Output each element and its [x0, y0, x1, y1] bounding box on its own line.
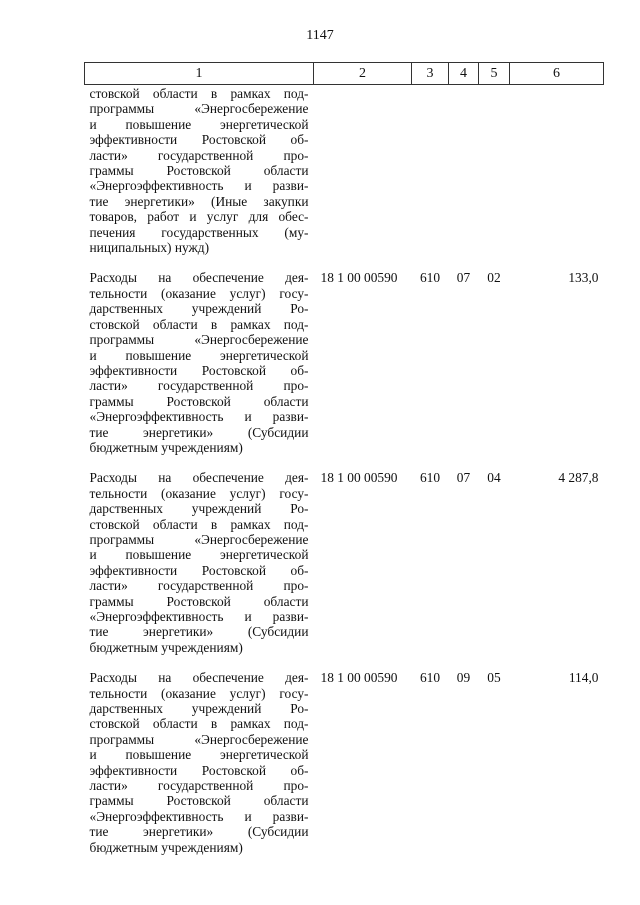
target-article-code	[314, 85, 412, 268]
description-line: ниципальных) нужд)	[89, 240, 210, 256]
description-line: «Энергоэффективность и разви-	[89, 409, 309, 425]
description-line: тельности (оказание услуг) госу-	[89, 485, 309, 501]
description-line: ласти» государственной про-	[89, 578, 309, 594]
description-line: и повышение энергетической	[89, 747, 309, 763]
description-line: ласти» государственной про-	[89, 778, 309, 794]
description-line: программы «Энергосбережение	[89, 731, 309, 747]
description-line: эффективности Ростовской об-	[89, 562, 309, 578]
description-line: граммы Ростовской области	[89, 393, 309, 409]
description-line: «Энергоэффективность и разви-	[89, 178, 309, 194]
description-line: печения государственных (му-	[89, 224, 309, 240]
description-line: программы «Энергосбережение	[89, 531, 309, 547]
header-col-1: 1	[85, 63, 314, 85]
description-line: стовской области в рамках под-	[89, 86, 309, 101]
description-line: стовской области в рамках под-	[89, 716, 309, 732]
description-line: тие энергетики» (Субсидии	[89, 824, 309, 840]
table-row	[85, 467, 604, 667]
header-col-4: 4	[449, 63, 479, 85]
description-line: граммы Ростовской области	[89, 593, 309, 609]
description-line: бюджетным учреждениям)	[89, 639, 243, 655]
header-col-6: 6	[510, 63, 604, 85]
table-row	[85, 85, 604, 268]
description-line: «Энергоэффективность и разви-	[89, 808, 309, 824]
target-article-code: 18 1 00 00590	[320, 470, 398, 486]
description-line: тие энергетики» (Иные закупки	[89, 193, 309, 209]
description-line: стовской области в рамках под-	[89, 316, 309, 332]
expense-description	[85, 85, 314, 268]
amount-value	[510, 85, 604, 268]
section-code: 09	[456, 670, 471, 686]
section-code	[449, 85, 479, 268]
expense-type-code: 610	[419, 670, 441, 686]
description-line: дарственных учреждений Ро-	[89, 301, 309, 317]
description-line: эффективности Ростовской об-	[89, 362, 309, 378]
expense-description	[85, 467, 314, 667]
header-col-2: 2	[314, 63, 412, 85]
description-line: программы «Энергосбережение	[89, 101, 309, 117]
subsection-code	[479, 85, 510, 268]
description-line: эффективности Ростовской об-	[89, 762, 309, 778]
description-line: бюджетным учреждениям)	[89, 839, 243, 855]
description-line: товаров, работ и услуг для обес-	[89, 209, 309, 225]
expense-type-code	[412, 85, 449, 268]
expense-type-code: 610	[419, 470, 441, 486]
description-line: ласти» государственной про-	[89, 147, 309, 163]
subsection-code: 02	[487, 270, 501, 286]
description-line: граммы Ростовской области	[89, 163, 309, 179]
description-line: и повышение энергетической	[89, 116, 309, 132]
description-line: стовской области в рамках под-	[89, 516, 309, 532]
table-row	[85, 267, 604, 467]
header-col-5: 5	[479, 63, 510, 85]
amount-value: 133,0	[568, 270, 599, 286]
description-line: и повышение энергетической	[89, 347, 309, 363]
table-row	[85, 667, 604, 867]
description-line: тие энергетики» (Субсидии	[89, 424, 309, 440]
description-line: Расходы на обеспечение дея-	[89, 270, 309, 286]
description-line: Расходы на обеспечение дея-	[89, 470, 309, 486]
description-line: Расходы на обеспечение дея-	[89, 670, 309, 686]
section-code: 07	[456, 470, 471, 486]
page-number: 1147	[306, 28, 334, 43]
description-line: дарственных учреждений Ро-	[89, 501, 309, 517]
target-article-code: 18 1 00 00590	[320, 670, 398, 686]
description-line: граммы Ростовской области	[89, 793, 309, 809]
description-line: ласти» государственной про-	[89, 378, 309, 394]
expense-type-code: 610	[419, 270, 441, 286]
expense-description	[85, 267, 314, 467]
section-code: 07	[456, 270, 471, 286]
table-header-row	[85, 63, 604, 85]
description-line: и повышение энергетической	[89, 547, 309, 563]
description-line: дарственных учреждений Ро-	[89, 701, 309, 717]
description-line: тельности (оказание услуг) госу-	[89, 685, 309, 701]
description-line: программы «Энергосбережение	[89, 332, 309, 348]
budget-table	[84, 62, 604, 867]
description-line: тие энергетики» (Субсидии	[89, 624, 309, 640]
subsection-code: 05	[487, 670, 501, 686]
header-col-3: 3	[412, 63, 449, 85]
description-line: «Энергоэффективность и разви-	[89, 609, 309, 624]
target-article-code: 18 1 00 00590	[320, 270, 398, 286]
amount-value: 4 287,8	[558, 470, 599, 486]
description-line: тельности (оказание услуг) госу-	[89, 285, 309, 301]
description-line: эффективности Ростовской об-	[89, 132, 309, 148]
description-line: бюджетным учреждениям)	[89, 439, 243, 455]
expense-description	[85, 667, 314, 867]
subsection-code: 04	[487, 470, 501, 486]
amount-value: 114,0	[568, 670, 599, 686]
